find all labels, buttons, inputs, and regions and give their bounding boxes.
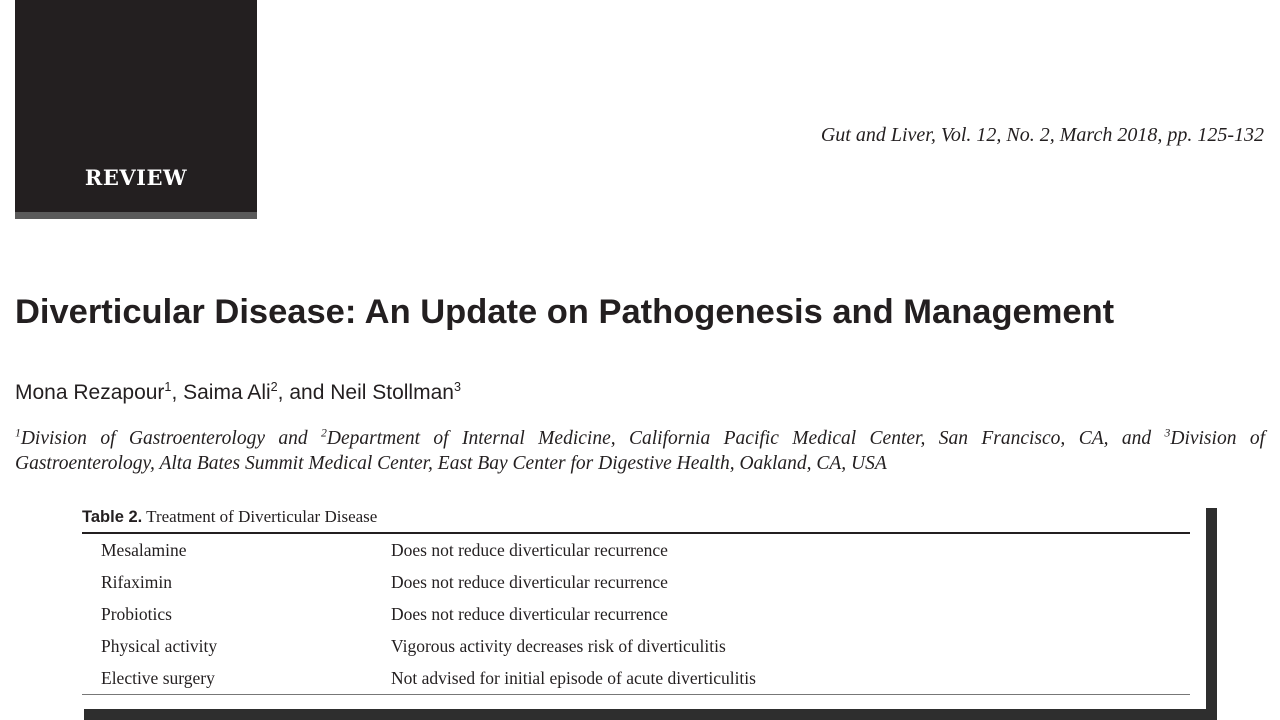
effect-cell: Not advised for initial episode of acute diverticulitis	[391, 667, 756, 688]
author-name[interactable]: Mona Rezapour	[15, 381, 165, 404]
affiliation-mark: 2	[321, 426, 327, 440]
affiliation-text: Division of Gastroenterology and	[20, 428, 322, 449]
author-affiliation-mark: 3	[453, 380, 461, 394]
treatment-cell: Physical activity	[101, 635, 218, 656]
table-row	[82, 630, 1190, 662]
effect-cell: Does not reduce diverticular recurrence	[391, 571, 668, 592]
affiliation-mark: 3	[1164, 426, 1171, 440]
treatment-cell: Elective surgery	[101, 667, 215, 688]
treatment-cell: Rifaximin	[101, 571, 172, 592]
treatment-cell: Probiotics	[101, 603, 172, 624]
author-separator: ,	[171, 381, 184, 404]
table-row	[82, 534, 1190, 566]
author-affiliation-mark: 1	[164, 380, 172, 394]
journal-citation: Gut and Liver, Vol. 12, No. 2, March 2018, pp. 125-132	[820, 124, 1264, 146]
table-shadow	[84, 709, 1217, 720]
affiliations	[15, 426, 1265, 476]
table-row	[82, 598, 1190, 630]
author-separator: , and	[277, 381, 331, 404]
table-row	[82, 566, 1190, 598]
author-name[interactable]: Saima Ali	[183, 381, 271, 404]
affiliation-text: Division of Gastroenterology, Alta Bates Summit Medical Center, East Bay Center for Digestive Health, Oakland, CA, USA	[15, 428, 1265, 474]
effect-cell: Vigorous activity decreases risk of diverticulitis	[391, 635, 726, 656]
treatment-table	[82, 505, 1190, 695]
affiliation-mark: 1	[15, 426, 21, 440]
affiliation-text: Department of Internal Medicine, California Pacific Medical Center, San Francisco, CA, and	[326, 428, 1165, 449]
table-caption-text: Treatment of Diverticular Disease	[146, 507, 378, 526]
table-label: Table 2.	[82, 508, 143, 526]
author-list	[15, 381, 461, 405]
table-row	[82, 662, 1190, 695]
article-title: Diverticular Disease: An Update on Pathogenesis and Management	[15, 293, 1115, 331]
table-shadow	[1206, 508, 1217, 720]
author-name[interactable]: Neil Stollman	[330, 381, 454, 404]
effect-cell: Does not reduce diverticular recurrence	[391, 603, 668, 624]
section-badge	[15, 0, 257, 219]
treatment-cell: Mesalamine	[101, 539, 187, 560]
table-caption	[82, 505, 1190, 534]
section-label: REVIEW	[84, 165, 188, 190]
table-body	[82, 534, 1190, 695]
effect-cell: Does not reduce diverticular recurrence	[391, 539, 668, 560]
author-affiliation-mark: 2	[270, 380, 278, 394]
